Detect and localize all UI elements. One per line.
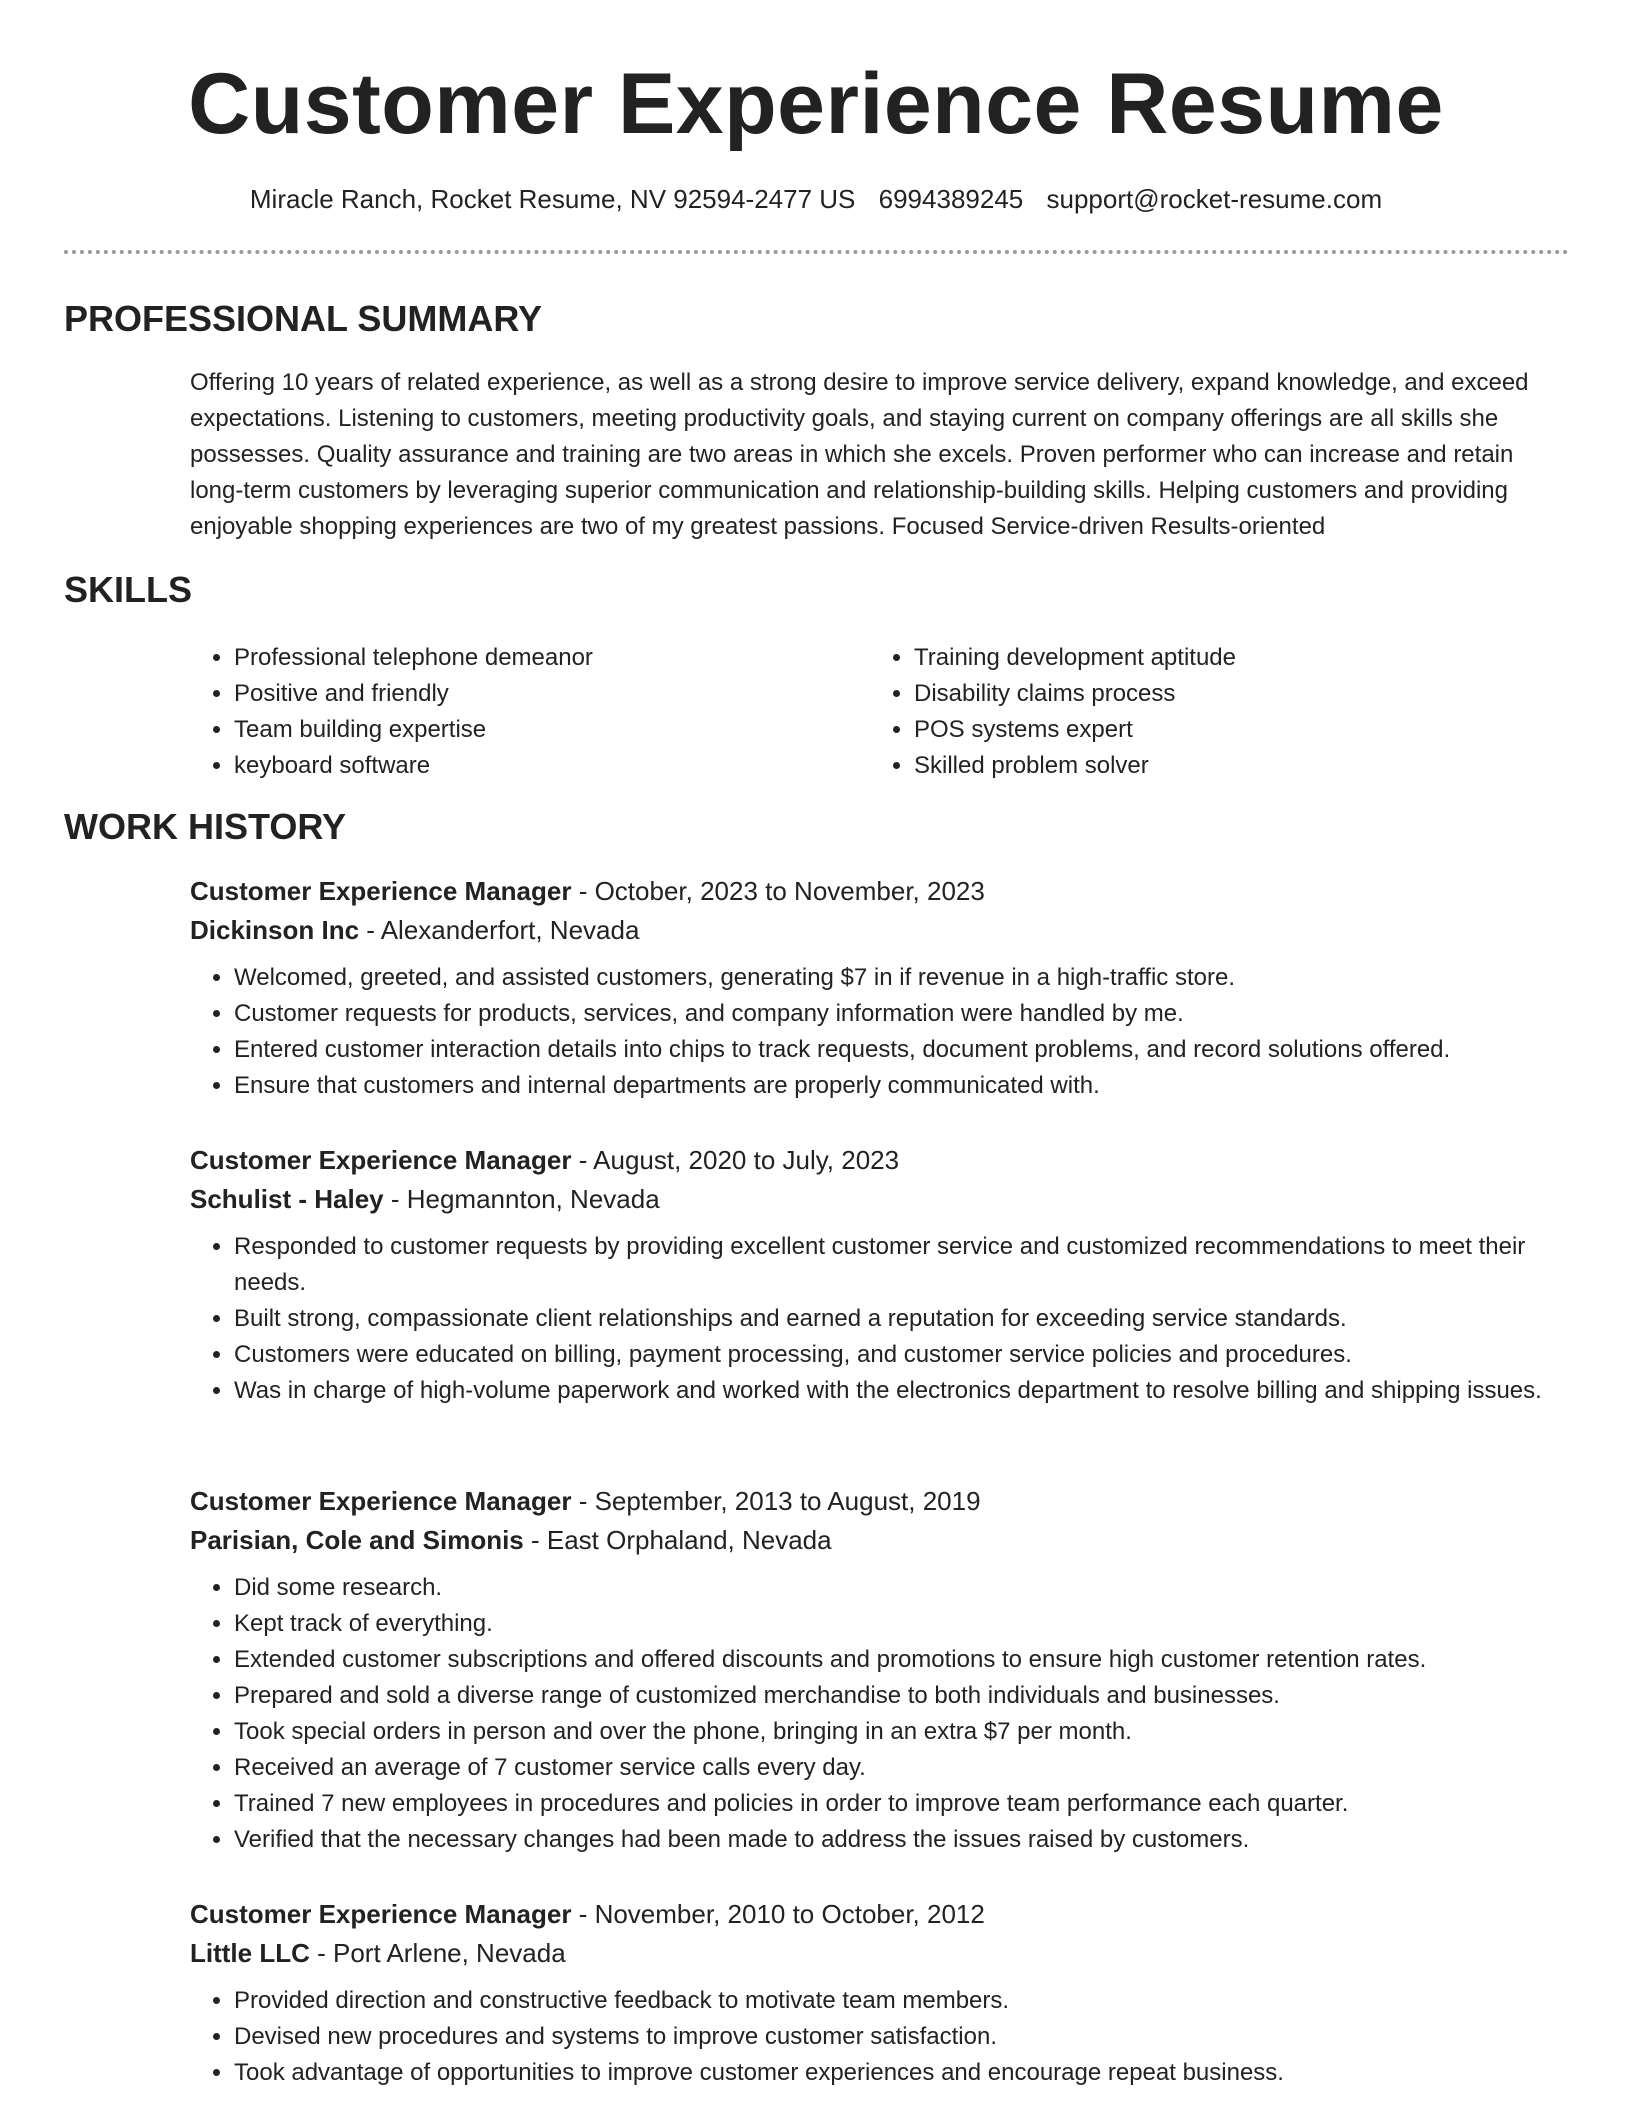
job-bullet: • Received an average of 7 customer service calls every day.	[234, 1750, 1570, 1786]
job-title-line	[190, 872, 1570, 911]
job-bullet: • Was in charge of high-volume paperwork and worked with the electronics department to resolve billing and shipping issues.	[234, 1373, 1570, 1409]
skill-item: • Skilled problem solver	[914, 748, 1474, 784]
job-bullet: • Responded to customer requests by providing excellent customer service and customized recommendations to meet their needs.	[234, 1229, 1570, 1301]
job-company: Dickinson Inc	[190, 915, 360, 945]
job-title: Customer Experience Manager	[190, 1486, 572, 1516]
job-company: Little LLC	[190, 1938, 310, 1968]
job-location: - Alexanderfort, Nevada	[359, 915, 640, 945]
job-entry	[190, 1482, 1570, 1858]
job-dates: - August, 2020 to July, 2023	[571, 1145, 900, 1175]
job-title: Customer Experience Manager	[190, 1899, 572, 1929]
skill-item: • keyboard software	[234, 748, 794, 784]
job-bullet: • Prepared and sold a diverse range of customized merchandise to both individuals and businesses.	[234, 1678, 1570, 1714]
job-bullet: • Devised new procedures and systems to improve customer satisfaction.	[234, 2019, 1570, 2055]
contact-address: Miracle Ranch, Rocket Resume, NV 92594-2477 US	[249, 184, 856, 214]
job-company-line	[190, 1180, 1570, 1219]
job-title-line	[190, 1141, 1570, 1180]
header-divider	[64, 250, 1569, 254]
job-location: - Hegmannton, Nevada	[383, 1184, 660, 1214]
job-location: - Port Arlene, Nevada	[309, 1938, 566, 1968]
skill-item: • Team building expertise	[234, 712, 794, 748]
job-entry	[190, 1141, 1570, 1409]
job-bullet: • Verified that the necessary changes had been made to address the issues raised by customers.	[234, 1822, 1570, 1858]
job-bullet: • Provided direction and constructive feedback to motivate team members.	[234, 1983, 1570, 2019]
job-bullet: • Built strong, compassionate client relationships and earned a reputation for exceeding service standards.	[234, 1301, 1570, 1337]
contact-phone: 6994389245	[878, 184, 1024, 214]
job-title-line	[190, 1895, 1570, 1934]
job-location: - East Orphaland, Nevada	[523, 1525, 832, 1555]
job-title-line	[190, 1482, 1570, 1521]
job-bullet: • Trained 7 new employees in procedures and policies in order to improve team performance each quarter.	[234, 1786, 1570, 1822]
job-dates: - September, 2013 to August, 2019	[571, 1486, 981, 1516]
job-company-line	[190, 1521, 1570, 1560]
job-bullet: • Entered customer interaction details into chips to track requests, document problems, and record solutions offered.	[234, 1032, 1570, 1068]
job-company: Schulist - Haley	[190, 1184, 384, 1214]
job-bullet: • Customers were educated on billing, payment processing, and customer service policies and procedures.	[234, 1337, 1570, 1373]
job-bullet: • Ensure that customers and internal departments are properly communicated with.	[234, 1068, 1570, 1104]
job-bullet: • Kept track of everything.	[234, 1606, 1570, 1642]
job-dates: - October, 2023 to November, 2023	[571, 876, 985, 906]
job-bullet-list	[190, 1983, 1570, 2091]
contact-email: support@rocket-resume.com	[1046, 184, 1383, 214]
skills-list-left	[190, 640, 794, 784]
resume-title: Customer Experience Resume	[188, 56, 1444, 152]
job-bullet: • Did some research.	[234, 1570, 1570, 1606]
job-bullet: • Extended customer subscriptions and offered discounts and promotions to ensure high customer retention rates.	[234, 1642, 1570, 1678]
job-title: Customer Experience Manager	[190, 1145, 572, 1175]
skills-list-right	[870, 640, 1474, 784]
job-bullet: • Customer requests for products, services, and company information were handled by me.	[234, 996, 1570, 1032]
job-entry	[190, 872, 1570, 1104]
job-company-line	[190, 911, 1570, 950]
work-history-heading: WORK HISTORY	[64, 806, 347, 847]
job-bullet: • Took advantage of opportunities to improve customer experiences and encourage repeat business.	[234, 2055, 1570, 2091]
job-dates: - November, 2010 to October, 2012	[571, 1899, 985, 1929]
job-bullet-list	[190, 960, 1570, 1104]
skill-item: • Training development aptitude	[914, 640, 1474, 676]
skill-item: • Disability claims process	[914, 676, 1474, 712]
skill-item: • Positive and friendly	[234, 676, 794, 712]
job-company: Parisian, Cole and Simonis	[190, 1525, 524, 1555]
job-title: Customer Experience Manager	[190, 876, 572, 906]
job-bullet: • Took special orders in person and over the phone, bringing in an extra $7 per month.	[234, 1714, 1570, 1750]
skills-heading: SKILLS	[64, 569, 193, 610]
skill-item: • POS systems expert	[914, 712, 1474, 748]
summary-text: Offering 10 years of related experience, as well as a strong desire to improve service delivery, expand knowledge, and exceed expectations. Listening to customers, meeting productivity goals, and staying current on company offerings are all skills she possesses. Quality assurance and training are two areas in which she excels. Proven performer who can increase and retain long-term customers by leveraging superior communication and relationship-building skills. Helping customers and providing enjoyable shopping experiences are two of my greatest passions. Focused Service-driven Results-oriented	[190, 369, 1529, 540]
contact-line	[0, 182, 1632, 216]
job-bullet: • Welcomed, greeted, and assisted customers, generating $7 in if revenue in a high-traffic store.	[234, 960, 1570, 996]
job-entry	[190, 1895, 1570, 2091]
summary-heading: PROFESSIONAL SUMMARY	[64, 298, 543, 339]
job-company-line	[190, 1934, 1570, 1973]
job-bullet-list	[190, 1229, 1570, 1409]
skill-item: • Professional telephone demeanor	[234, 640, 794, 676]
job-bullet-list	[190, 1570, 1570, 1858]
